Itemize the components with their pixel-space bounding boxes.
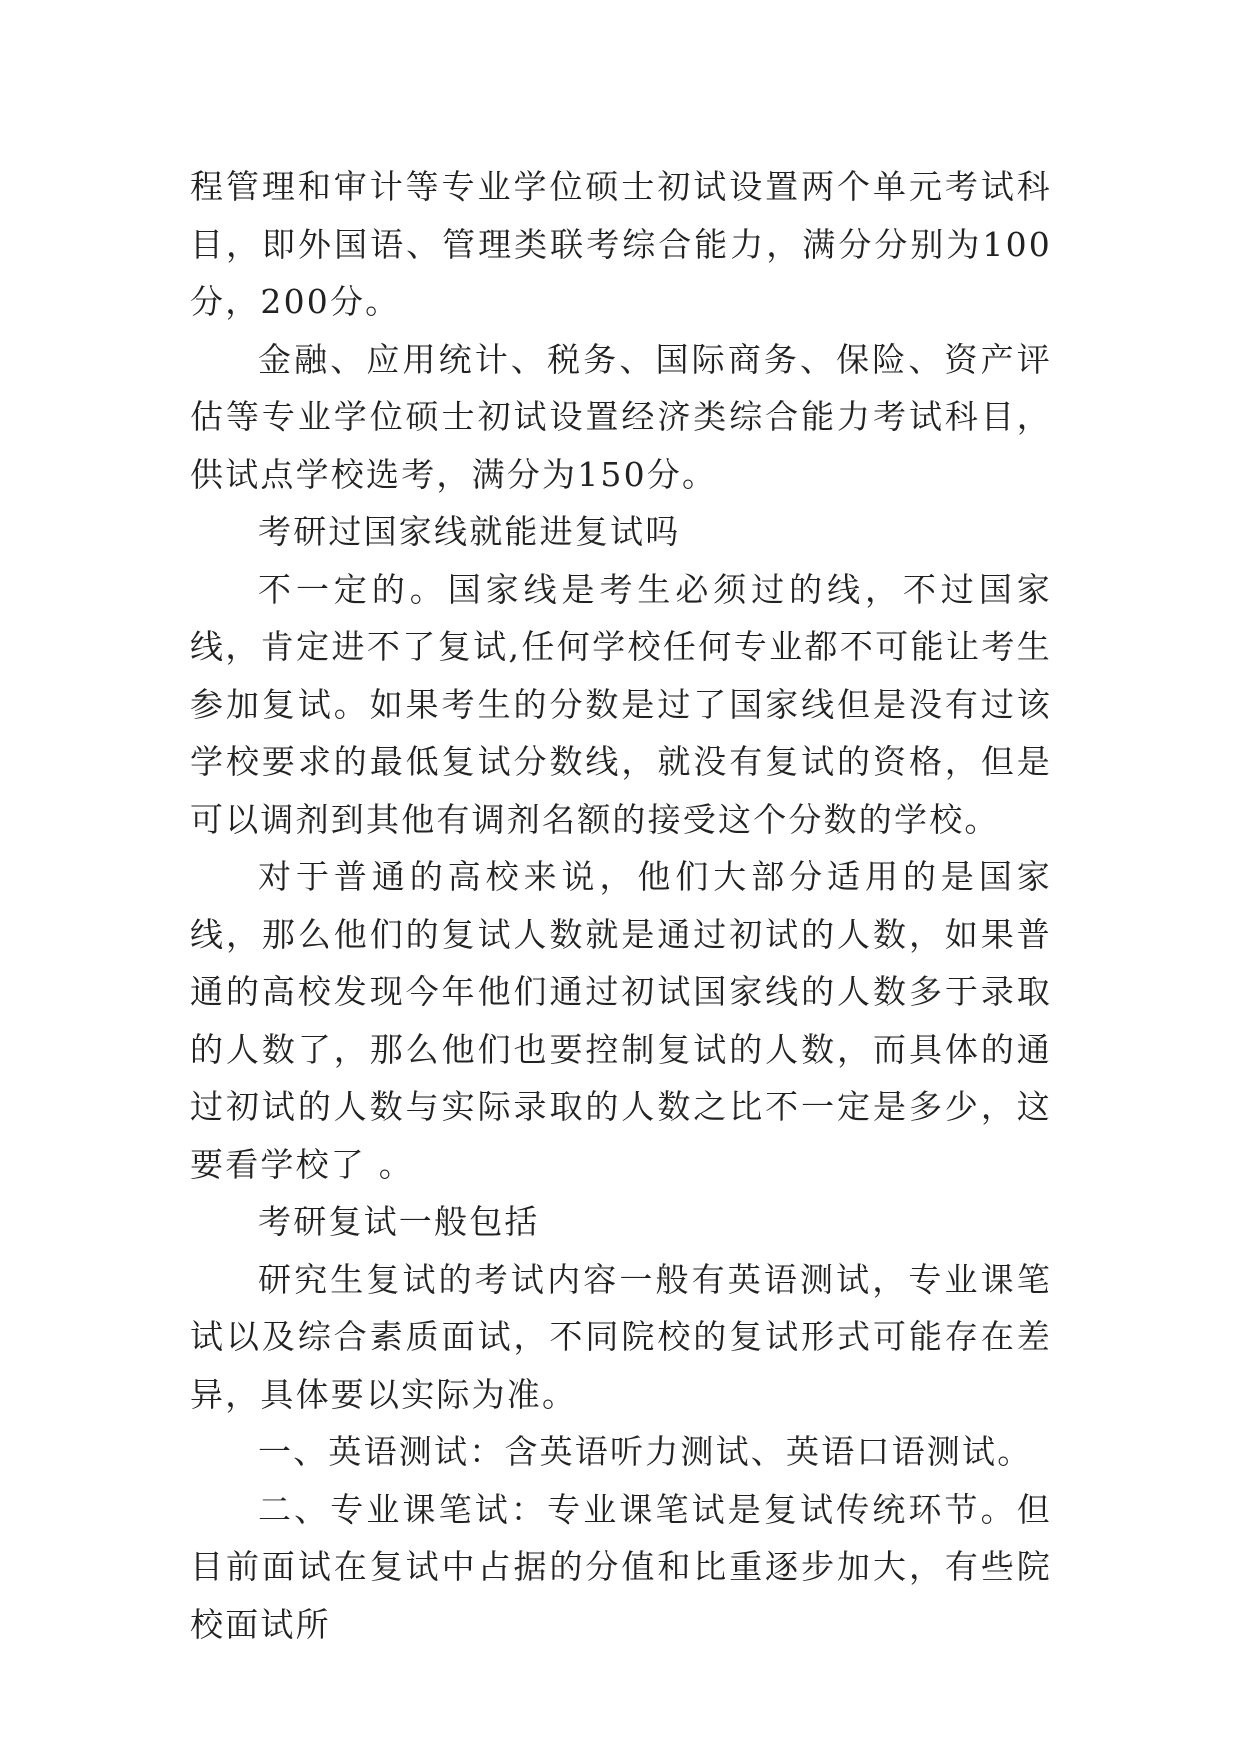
paragraph-english-test: 一、英语测试：含英语听力测试、英语口语测试。 [258, 1432, 1033, 1471]
paragraph-retest-overview: 研究生复试的考试内容一般有英语测试，专业课笔试以及综合素质面试，不同院校的复试形式可能存在差异，具体要以实际为准。 [190, 1259, 1052, 1414]
heading-retest-contents: 考研复试一般包括 [258, 1202, 540, 1241]
heading-national-line-question: 考研过国家线就能进复试吗 [258, 512, 681, 551]
paragraph-economics-subjects: 金融、应用统计、税务、国际商务、保险、资产评估等专业学位硕士初试设置经济类综合能力考试科目，供试点学校选考，满分为150分。 [190, 339, 1052, 494]
paragraph-national-line-answer: 不一定的。国家线是考生必须过的线，不过国家线，肯定进不了复试,任何学校任何专业都不可能让考生参加复试。如果考生的分数是过了国家线但是没有过该学校要求的最低复试分数线，就没有复试的资格，但是可以调剂到其他有调剂名额的接受这个分数的学校。 [190, 569, 1052, 839]
paragraph-professional-written-test: 二、专业课笔试：专业课笔试是复试传统环节。但目前面试在复试中占据的分值和比重逐步加大，有些院校面试所 [190, 1489, 1052, 1644]
document-body [190, 158, 1052, 1653]
paragraph-exam-subjects-continued: 程管理和审计等专业学位硕士初试设置两个单元考试科目，即外国语、管理类联考综合能力，满分分别为100分，200分。 [190, 167, 1052, 321]
paragraph-ordinary-universities: 对于普通的高校来说，他们大部分适用的是国家线，那么他们的复试人数就是通过初试的人数，如果普通的高校发现今年他们通过初试国家线的人数多于录取的人数了，那么他们也要控制复试的人数，而具体的通过初试的人数与实际录取的人数之比不一定是多少，这要看学校了 。 [190, 857, 1052, 1184]
